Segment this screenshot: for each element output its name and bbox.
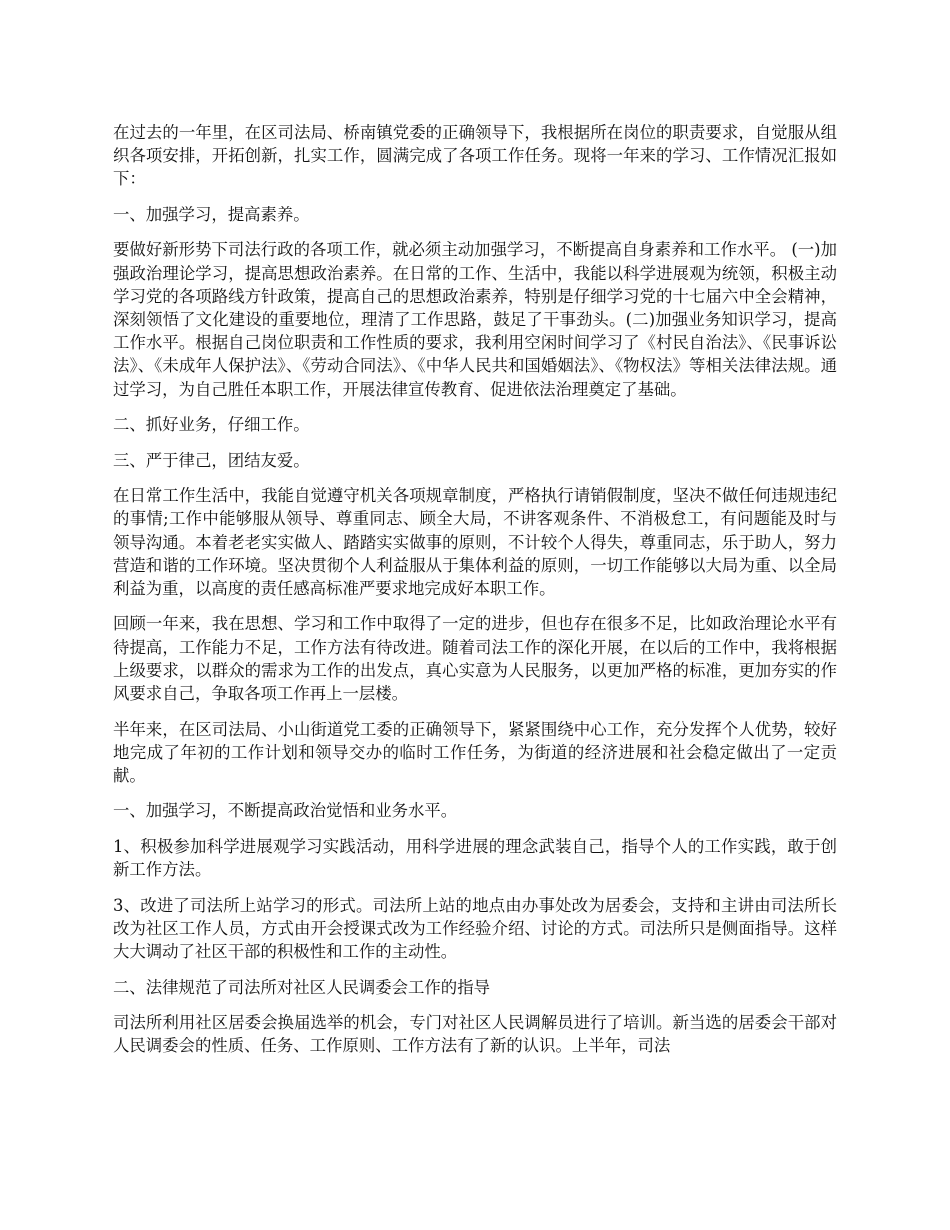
heading-strengthen-study: 一、加强学习，提高素养。 xyxy=(113,204,310,224)
document-body xyxy=(113,121,837,1070)
heading-political-awareness: 一、加强学习，不断提高政治觉悟和业务水平。 xyxy=(113,801,458,821)
paragraph-self-discipline: 在日常工作生活中，我能自觉遵守机关各项规章制度，严格执行请销假制度，坚决不做任何违规违纪的事情;工作中能够服从领导、尊重同志、顾全大局，不讲客观条件、不消极怠工，有问题能及时与领导沟通。本着老老实实做人、踏踏实实做事的原则，不计较个人得失，尊重同志，乐于助人，努力营造和谐的工作环境。坚决贯彻个人利益服从于集体利益的原则，一切工作能够以大局为重、以全局利益为重，以高度的责任感高标准严要求地完成好本职工作。 xyxy=(113,486,837,598)
heading-self-discipline: 三、严于律己，团结友爱。 xyxy=(113,450,310,470)
heading-mediation-guidance: 二、法律规范了司法所对社区人民调委会工作的指导 xyxy=(113,977,490,997)
paragraph-half-year: 半年来，在区司法局、小山街道党工委的正确领导下，紧紧围绕中心工作，充分发挥个人优势，较好地完成了年初的工作计划和领导交办的临时工作任务，为街道的经济进展和社会稳定做出了一定贡献。 xyxy=(113,719,837,785)
list-item-1: 1、积极参加科学进展观学习实践活动，用科学进展的理念武装自己，指导个人的工作实践，敢于创新工作方法。 xyxy=(113,836,837,880)
paragraph-study-details: 要做好新形势下司法行政的各项工作，就必须主动加强学习，不断提高自身素养和工作水平。 (一)加强政治理论学习，提高思想政治素养。在日常的工作、生活中，我能以科学进展观为统领，积极主动学习党的各项路线方针政策，提高自己的思想政治素养，特别是仔细学习党的十七届六中全会精神，深刻领悟了文化建设的重要地位，理清了工作思路，鼓足了干事劲头。(二)加强业务知识学习，提高工作水平。根据自己岗位职责和工作性质的要求，我利用空闲时间学习了《村民自治法》、《民事诉讼法》、《未成年人保护法》、《劳动合同法》、《中华人民共和国婚姻法》、《物权法》等相关法律法规。通过学习，为自己胜任本职工作，开展法律宣传教育、促进依法治理奠定了基础。 xyxy=(113,240,837,399)
paragraph-intro: 在过去的一年里，在区司法局、桥南镇党委的正确领导下，我根据所在岗位的职责要求，自觉服从组织各项安排，开拓创新，扎实工作，圆满完成了各项工作任务。现将一年来的学习、工作情况汇报如下： xyxy=(113,123,837,189)
heading-business-work: 二、抓好业务，仔细工作。 xyxy=(113,415,310,435)
paragraph-mediation: 司法所利用社区居委会换届选举的机会，专门对社区人民调解员进行了培训。新当选的居委会干部对人民调委会的性质、任务、工作原则、工作方法有了新的认识。上半年，司法 xyxy=(113,1013,837,1056)
list-item-3: 3、改进了司法所上站学习的形式。司法所上站的地点由办事处改为居委会，支持和主讲由司法所长改为社区工作人员，方式由开会授课式改为工作经验介绍、讨论的方式。司法所只是侧面指导。这样大大调动了社区干部的积极性和工作的主动性。 xyxy=(113,895,837,962)
paragraph-review: 回顾一年来，我在思想、学习和工作中取得了一定的进步，但也存在很多不足，比如政治理论水平有待提高，工作能力不足，工作方法有待改进。随着司法工作的深化开展，在以后的工作中，我将根据上级要求，以群众的需求为工作的出发点，真心实意为人民服务，以更加严格的标准，更加夯实的作风要求自己，争取各项工作再上一层楼。 xyxy=(113,614,837,704)
